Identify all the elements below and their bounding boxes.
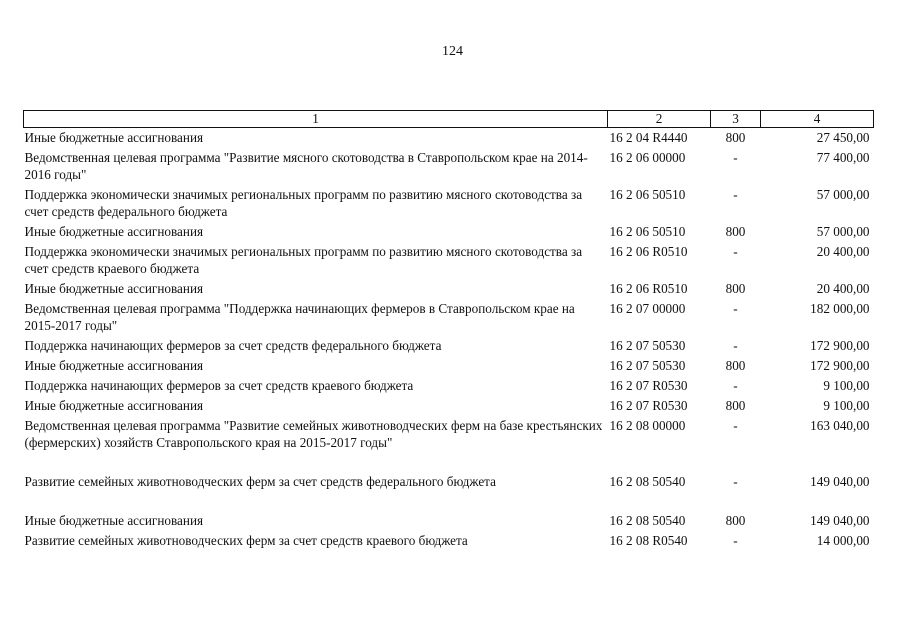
- table-row: [24, 299, 874, 336]
- row-amount: 20 400,00: [816, 281, 870, 296]
- table-row: [24, 396, 874, 416]
- row-code: 16 2 07 R0530: [609, 398, 688, 413]
- row-type: 800: [725, 398, 746, 413]
- header-col-4: 4: [761, 111, 874, 128]
- row-amount: 77 400,00: [816, 150, 870, 165]
- row-type: 800: [725, 224, 746, 239]
- table-row: [24, 376, 874, 396]
- row-code: 16 2 08 00000: [609, 418, 686, 433]
- row-name: Поддержка начинающих фермеров за счет средств федерального бюджета: [24, 338, 442, 353]
- table-row: [24, 336, 874, 356]
- row-amount: 57 000,00: [816, 224, 870, 239]
- table-row: [24, 279, 874, 299]
- row-name: Иные бюджетные ассигнования: [24, 281, 204, 296]
- row-type: -: [733, 378, 738, 393]
- row-amount: 27 450,00: [816, 130, 870, 145]
- row-amount: 20 400,00: [816, 244, 870, 259]
- row-name: Поддержка начинающих фермеров за счет средств краевого бюджета: [24, 378, 414, 393]
- table-row: [24, 185, 874, 222]
- row-type: 800: [725, 281, 746, 296]
- row-type: -: [733, 150, 738, 165]
- row-name: Иные бюджетные ассигнования: [24, 513, 204, 528]
- header-col-3: 3: [711, 111, 761, 128]
- table-row: [24, 222, 874, 242]
- table-row: [24, 472, 874, 511]
- table-row: [24, 242, 874, 279]
- table-row: [24, 356, 874, 376]
- row-code: 16 2 06 50510: [609, 224, 686, 239]
- page-number: 124: [442, 44, 463, 59]
- row-code: 16 2 06 R0510: [609, 244, 688, 259]
- row-name: Иные бюджетные ассигнования: [24, 398, 204, 413]
- row-amount: 149 040,00: [810, 474, 870, 489]
- row-name: Развитие семейных животноводческих ферм за счет средств федерального бюджета: [24, 474, 496, 489]
- row-type: -: [733, 244, 738, 259]
- row-amount: 182 000,00: [810, 301, 870, 316]
- row-name: Ведомственная целевая программа "Развитие мясного скотоводства в Ставропольском крае на 2014-2016 годы": [24, 150, 588, 182]
- row-type: 800: [725, 513, 746, 528]
- row-type: -: [733, 418, 738, 433]
- row-amount: 172 900,00: [810, 358, 870, 373]
- row-code: 16 2 07 50530: [609, 358, 686, 373]
- table-header-row: [24, 111, 874, 128]
- row-type: -: [733, 187, 738, 202]
- row-amount: 9 100,00: [823, 378, 870, 393]
- budget-table: [23, 110, 874, 551]
- row-name: Иные бюджетные ассигнования: [24, 224, 204, 239]
- row-type: -: [733, 474, 738, 489]
- row-type: -: [733, 338, 738, 353]
- row-code: 16 2 08 R0540: [609, 533, 688, 548]
- header-col-1: 1: [24, 111, 608, 128]
- table-row: [24, 511, 874, 531]
- row-amount: 163 040,00: [810, 418, 870, 433]
- row-name: Иные бюджетные ассигнования: [24, 130, 204, 145]
- row-amount: 9 100,00: [823, 398, 870, 413]
- row-amount: 172 900,00: [810, 338, 870, 353]
- row-type: 800: [725, 358, 746, 373]
- row-name: Поддержка экономически значимых региональных программ по развитию мясного скотоводства за счет средств федерального бюджета: [24, 187, 583, 219]
- row-name: Поддержка экономически значимых региональных программ по развитию мясного скотоводства за счет средств краевого бюджета: [24, 244, 583, 276]
- row-code: 16 2 08 50540: [609, 474, 686, 489]
- table-row: [24, 128, 874, 149]
- row-name: Развитие семейных животноводческих ферм за счет средств краевого бюджета: [24, 533, 468, 548]
- row-name: Иные бюджетные ассигнования: [24, 358, 204, 373]
- row-amount: 149 040,00: [810, 513, 870, 528]
- row-amount: 57 000,00: [816, 187, 870, 202]
- row-amount: 14 000,00: [816, 533, 870, 548]
- header-col-2: 2: [608, 111, 711, 128]
- row-type: -: [733, 533, 738, 548]
- row-name: Ведомственная целевая программа "Развитие семейных животноводческих ферм на базе крестьянских (фермерских) хозяйств Ставропольского края на 2015-2017 годы": [24, 418, 603, 450]
- table-row: [24, 416, 874, 472]
- row-code: 16 2 04 R4440: [609, 130, 688, 145]
- row-code: 16 2 07 R0530: [609, 378, 688, 393]
- row-code: 16 2 06 50510: [609, 187, 686, 202]
- row-code: 16 2 06 R0510: [609, 281, 688, 296]
- row-code: 16 2 06 00000: [609, 150, 686, 165]
- row-name: Ведомственная целевая программа "Поддержка начинающих фермеров в Ставропольском крае на 2015-2017 годы": [24, 301, 575, 333]
- table-row: [24, 148, 874, 185]
- row-code: 16 2 07 00000: [609, 301, 686, 316]
- table-row: [24, 531, 874, 551]
- row-type: 800: [725, 130, 746, 145]
- row-type: -: [733, 301, 738, 316]
- row-code: 16 2 07 50530: [609, 338, 686, 353]
- row-code: 16 2 08 50540: [609, 513, 686, 528]
